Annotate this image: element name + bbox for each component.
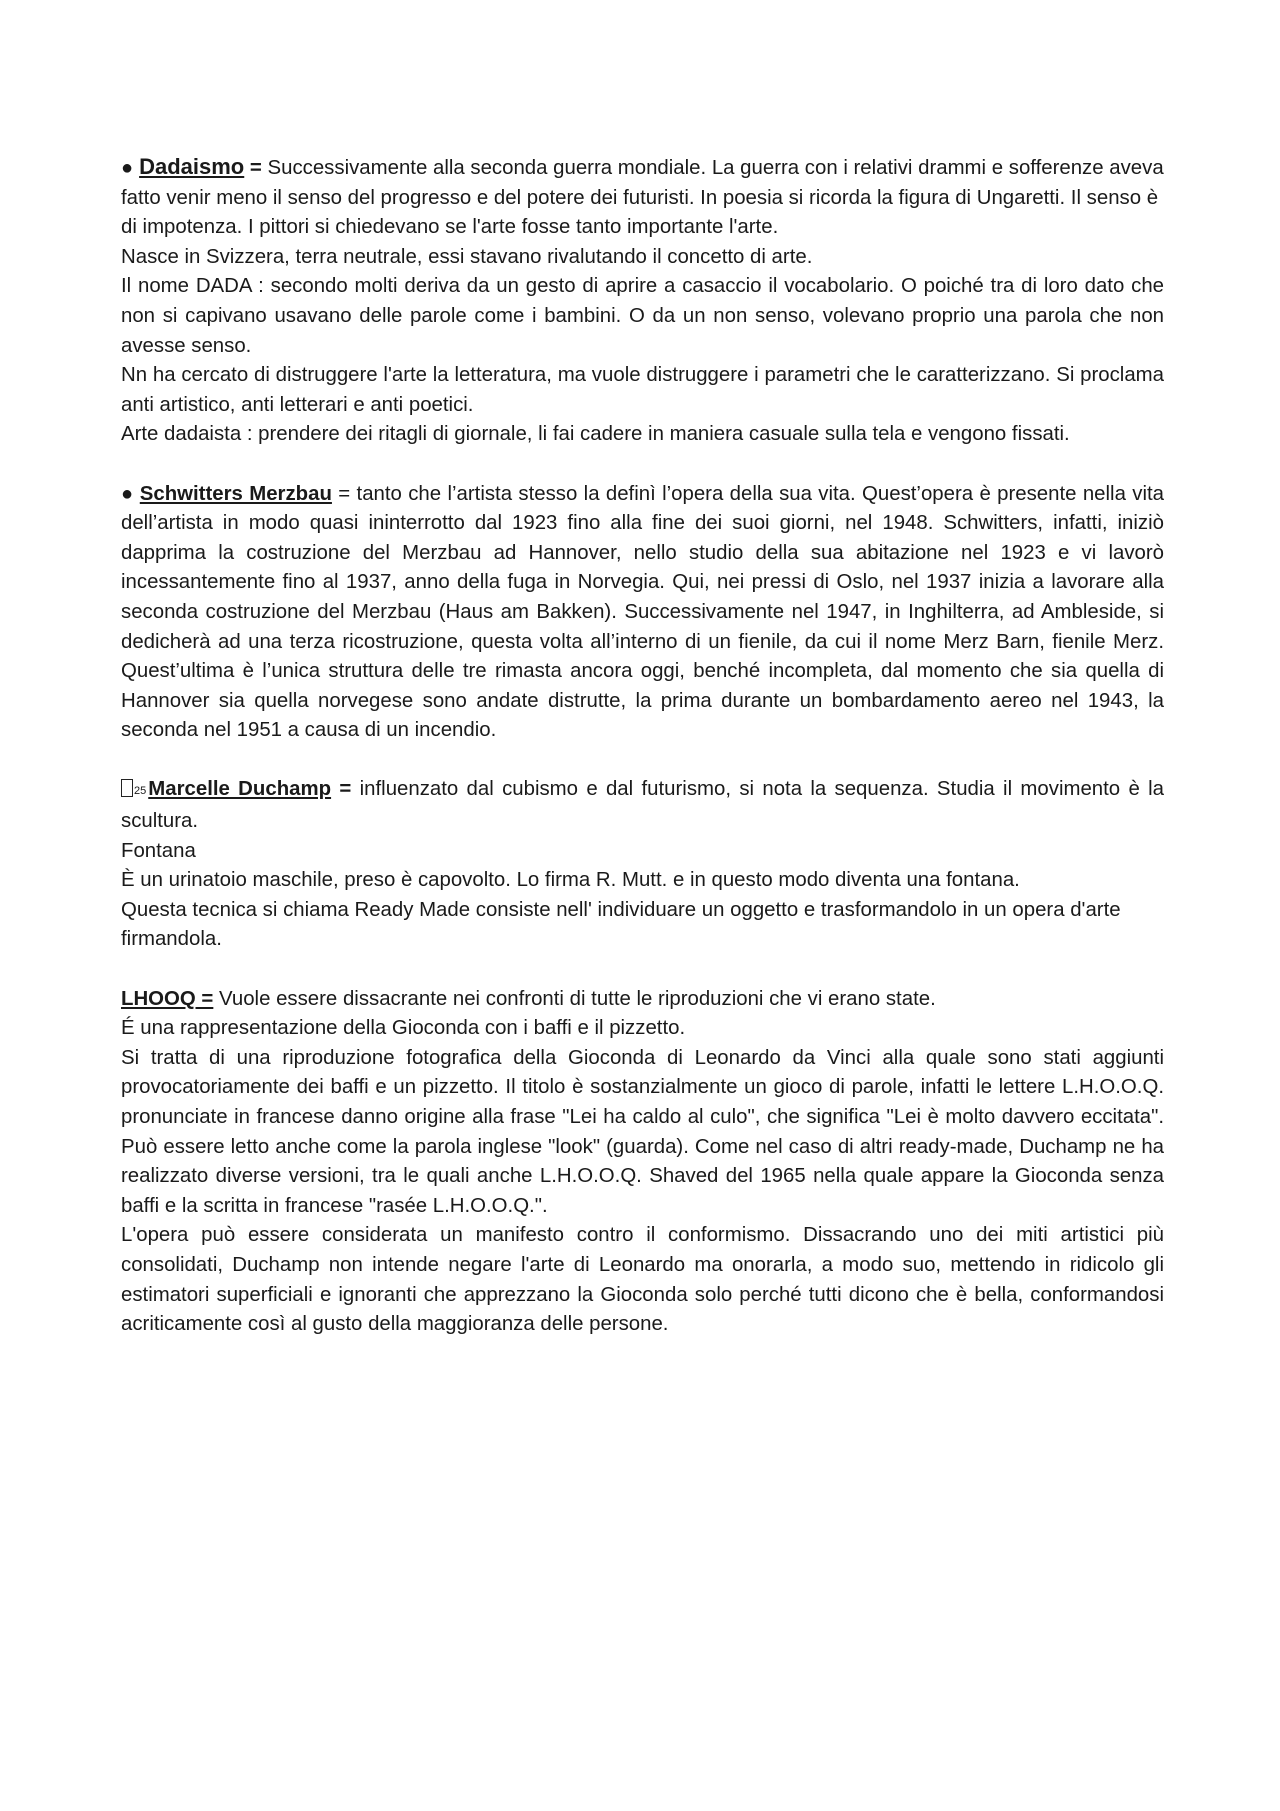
dadaismo-paragraph: Nn ha cercato di distruggere l'arte la letteratura, ma vuole distruggere i parametri che le caratterizzano. Si proclama anti artistico, anti letterari e anti poetici.: [121, 364, 1164, 416]
equals-sign: =: [339, 778, 352, 801]
section-duchamp: [121, 775, 1164, 955]
lhooq-text: Vuole essere dissacrante nei confronti di tutte le riproduzioni che vi erano state.: [219, 987, 936, 1010]
duchamp-intro-paragraph: [121, 775, 1164, 836]
lhooq-term: LHOOQ =: [121, 987, 214, 1010]
duchamp-paragraph: Fontana: [121, 839, 196, 862]
duchamp-text: influenzato dal cubismo e dal futurismo, si nota la sequenza. Studia il movimento è la scultura.: [121, 778, 1164, 833]
section-schwitters: [121, 480, 1164, 746]
dadaismo-term: Dadaismo: [139, 154, 245, 179]
lhooq-paragraph: Si tratta di una riproduzione fotografica della Gioconda di Leonardo da Vinci alla quale sono stati aggiunti provocatoriamente dei baffi e un pizzetto. Il titolo è sostanzialmente un gioco di parole, infatti le lettere L.H.O.O.Q. pronunciate in francese danno origine alla frase "Lei ha caldo al culo", che significa "Lei è molto davvero eccitata". Può essere letto anche come la parola inglese "look" (guarda). Come nel caso di altri ready-made, Duchamp ne ha realizzato diverse versioni, tra le quali anche L.H.O.O.Q. Shaved del 1965 nella quale appare la Gioconda senza baffi e la scritta in francese "rasée L.H.O.O.Q.".: [121, 1046, 1164, 1217]
bullet-icon: ●: [121, 157, 134, 179]
section-dadaismo: [121, 152, 1164, 450]
equals-sign: =: [249, 157, 262, 179]
dadaismo-text: Successivamente alla seconda guerra mondiale. La guerra con i relativi drammi e sofferenze aveva fatto venir meno il senso del progresso e del potere dei futuristi. In poesia si ricorda la figura di Ungaretti. Il senso è di impotenza. I pittori si chiedevano se l'arte fosse tanto importante l'arte.: [121, 157, 1164, 239]
list-marker-number: 25: [134, 785, 147, 798]
duchamp-paragraph: È un urinatoio maschile, preso è capovolto. Lo firma R. Mutt. e in questo modo diventa una fontana.: [121, 869, 1020, 892]
duchamp-term: Marcelle Duchamp: [148, 778, 332, 801]
section-lhooq: [121, 985, 1164, 1340]
schwitters-paragraph: [121, 480, 1164, 746]
equals-sign: =: [338, 482, 351, 505]
duchamp-paragraph: Questa tecnica si chiama Ready Made consiste nell' individuare un oggetto e trasformandolo in un opera d'arte firmandola.: [121, 898, 1121, 951]
dadaismo-paragraph: Arte dadaista : prendere dei ritagli di giornale, li fai cadere in maniera casuale sulla tela e vengono fissati.: [121, 423, 1070, 446]
dadaismo-intro-paragraph: [121, 152, 1164, 243]
lhooq-paragraph: L'opera può essere considerata un manifesto contro il conformismo. Dissacrando uno dei miti artistici più consolidati, Duchamp non intende negare l'arte di Leonardo ma onorarla, a modo suo, mettendo in ridicolo gli estimatori superficiali e ignoranti che apprezzano la Gioconda solo perché tutti dicono che è bella, conformandosi acriticamente così al gusto della maggioranza delle persone.: [121, 1224, 1164, 1336]
dadaismo-paragraph: Nasce in Svizzera, terra neutrale, essi stavano rivalutando il concetto di arte.: [121, 245, 813, 268]
missing-glyph-icon: [121, 779, 133, 797]
schwitters-term: Schwitters Merzbau: [139, 482, 332, 505]
document-page: [121, 152, 1164, 1340]
bullet-icon: ●: [121, 482, 134, 505]
dadaismo-paragraph: Il nome DADA : secondo molti deriva da un gesto di aprire a casaccio il vocabolario. O poiché tra di loro dato che non si capivano usavano delle parole come i bambini. O da un non senso, volevano proprio una parola che non avesse senso.: [121, 275, 1164, 357]
schwitters-text: tanto che l’artista stesso la definì l’opera della sua vita. Quest’opera è presente nella vita dell’artista in modo quasi ininterrotto dal 1923 fino alla fine dei suoi giorni, nel 1948. Schwitters, infatti, iniziò dapprima la costruzione del Merzbau ad Hannover, nello studio della sua abitazione nel 1923 e vi lavorò incessantemente fino al 1937, anno della fuga in Norvegia. Qui, nei pressi di Oslo, nel 1937 inizia a lavorare alla seconda costruzione del Merzbau (Haus am Bakken). Successivamente nel 1947, in Inghilterra, ad Ambleside, si dedicherà ad una terza ricostruzione, questa volta all’interno di un fienile, da cui il nome Merz Barn, fienile Merz. Quest’ultima è l’unica struttura delle tre rimasta ancora oggi, benché incompleta, dal momento che sia quella di Hannover sia quella norvegese sono andate distrutte, la prima durante un bombardamento aereo nel 1943, la seconda nel 1951 a causa di un incendio.: [121, 482, 1164, 742]
lhooq-intro-paragraph: [121, 985, 1164, 1015]
lhooq-paragraph: É una rappresentazione della Gioconda con i baffi e il pizzetto.: [121, 1017, 686, 1040]
